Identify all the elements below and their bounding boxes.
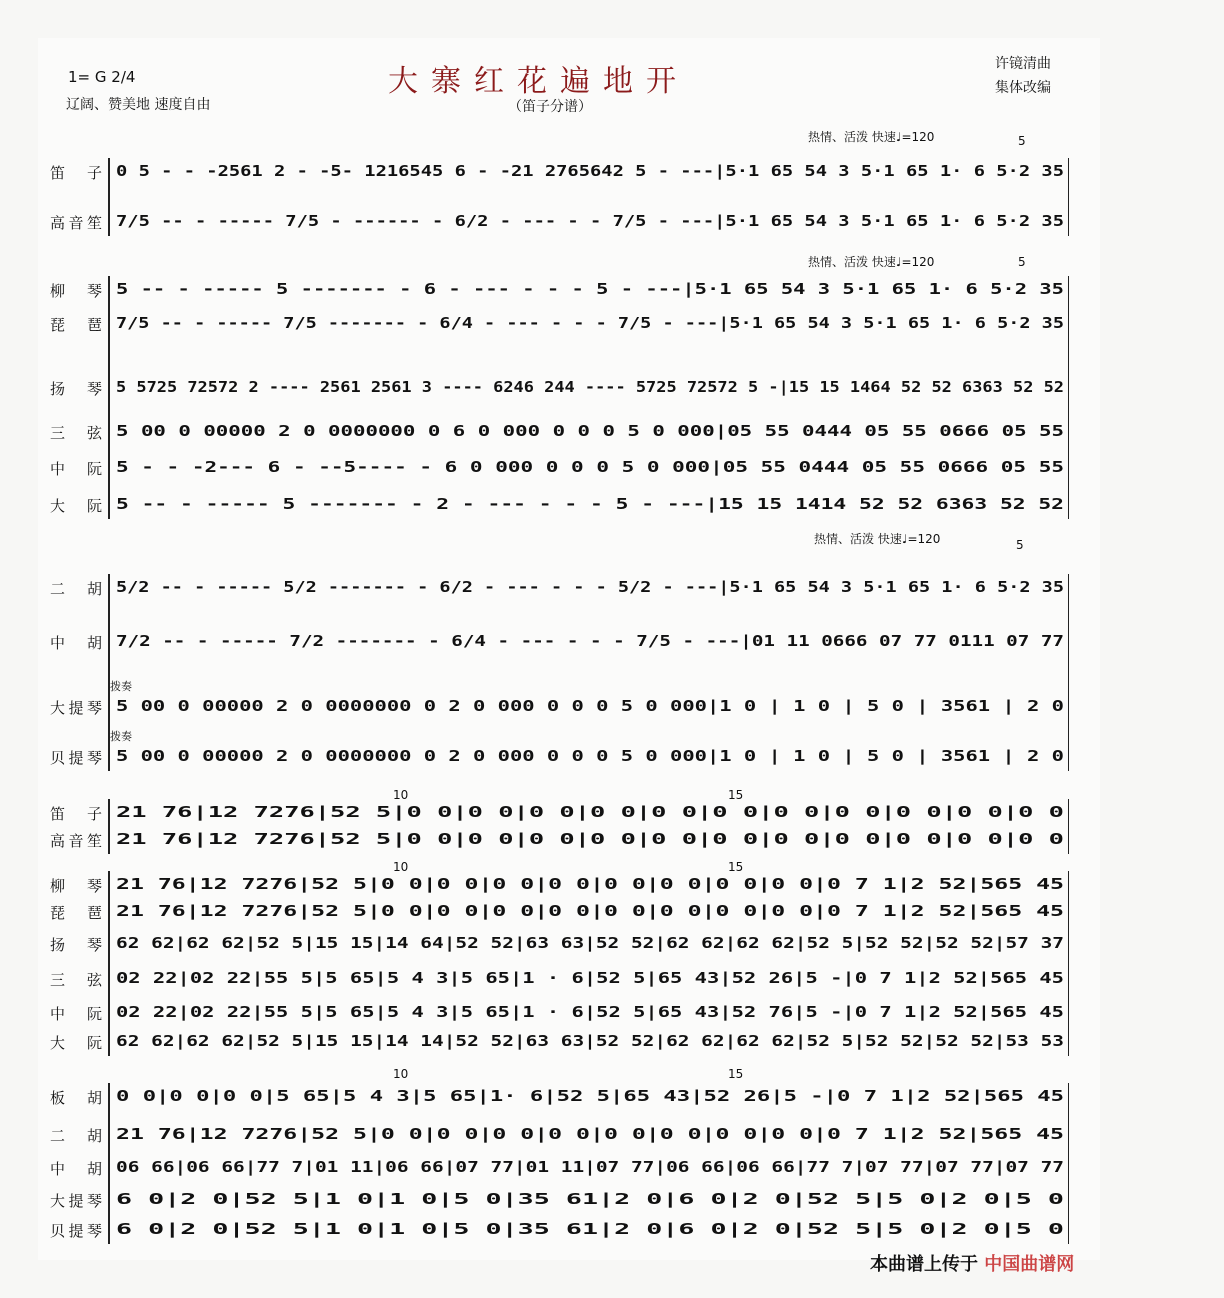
watermark-text: 本曲谱上传于	[870, 1254, 978, 1275]
instrument-label: 琵 琶	[50, 904, 102, 922]
measure-number: 5	[1016, 538, 1024, 552]
tempo-marking: 热情、活泼 快速♩=120	[814, 532, 941, 546]
instrument-label: 三 弦	[50, 424, 102, 442]
system-brace	[108, 574, 114, 771]
watermark-brand: 中国曲谱网	[984, 1254, 1075, 1275]
instrument-label: 笛 子	[50, 805, 102, 823]
arranger: 集体改编	[995, 80, 1051, 96]
notation-line: 62 62|62 62|52 5|15 15|14 14|52 52|63 63|52 52|62 62|62 62|52 5|52 52|52 52|53 53	[116, 1032, 1064, 1050]
pizzicato-marking: 拨奏	[110, 680, 132, 693]
notation-line: 5 00 0 00000 2 0 0000000 0 2 0 000 0 0 0 5 0 000|1 0 | 1 0 | 5 0 | 3561 | 2 0	[116, 747, 1064, 765]
notation-line: 7/5 -- - ----- 7/5 ------- - 6/4 - --- - - - 7/5 - ---|5·1 65 54 3 5·1 65 1· 6 5·2 35	[116, 314, 1064, 332]
notation-line: 02 22|02 22|55 5|5 65|5 4 3|5 65|1 · 6|52 5|65 43|52 76|5 -|0 7 1|2 52|565 45	[116, 1003, 1064, 1021]
notation-line: 5 -- - ----- 5 ------- - 6 - --- - - - 5 - ---|5·1 65 54 3 5·1 65 1· 6 5·2 35	[116, 280, 1064, 298]
notation-line: 21 76|12 7276|52 5|0 0|0 0|0 0|0 0|0 0|0 0|0 0|0 0|0 7 1|2 52|565 45	[116, 1125, 1064, 1143]
instrument-label: 中 阮	[50, 460, 102, 478]
final-barline	[1068, 799, 1069, 854]
notation-line: 62 62|62 62|52 5|15 15|14 64|52 52|63 63|52 52|62 62|62 62|52 5|52 52|52 52|57 37	[116, 934, 1064, 952]
instrument-label: 扬 琴	[50, 380, 102, 398]
measure-number: 10	[393, 1067, 409, 1081]
system-brace	[108, 871, 114, 1056]
instrument-label: 琵 琶	[50, 316, 102, 334]
measure-number: 5	[1018, 255, 1026, 269]
watermark	[870, 1252, 1075, 1275]
final-barline	[1068, 1083, 1069, 1244]
instrument-label: 柳 琴	[50, 282, 102, 300]
notation-line: 5 5725 72572 2 ---- 2561 2561 3 ---- 6246 244 ---- 5725 72572 5 -|15 15 1464 52 52 6363 52 52	[116, 378, 1064, 396]
notation-line: 6 0|2 0|52 5|1 0|1 0|5 0|35 61|2 0|6 0|2 0|52 5|5 0|2 0|5 0	[116, 1220, 1064, 1238]
instrument-label: 板 胡	[50, 1089, 102, 1107]
notation-line: 21 76|12 7276|52 5|0 0|0 0|0 0|0 0|0 0|0 0|0 0|0 0|0 7 1|2 52|565 45	[116, 902, 1064, 920]
instrument-label: 贝提琴	[50, 1222, 102, 1240]
final-barline	[1068, 871, 1069, 1056]
notation-line: 5 00 0 00000 2 0 0000000 0 6 0 000 0 0 0 5 0 000|05 55 0444 05 55 0666 05 55	[116, 422, 1064, 440]
key-signature: 1= G 2/4	[68, 68, 136, 86]
notation-line: 02 22|02 22|55 5|5 65|5 4 3|5 65|1 · 6|52 5|65 43|52 26|5 -|0 7 1|2 52|565 45	[116, 969, 1064, 987]
tempo-marking: 热情、活泼 快速♩=120	[808, 255, 935, 269]
system-brace	[108, 799, 114, 854]
system-brace	[108, 1083, 114, 1244]
instrument-label: 笛 子	[50, 164, 102, 182]
system-brace	[108, 158, 114, 236]
notation-line: 5 - - -2--- 6 - --5---- - 6 0 000 0 0 0 5 0 000|05 55 0444 05 55 0666 05 55	[116, 458, 1064, 476]
notation-line: 7/5 -- - ----- 7/5 - ------ - 6/2 - --- - - 7/5 - ---|5·1 65 54 3 5·1 65 1· 6 5·2 35	[116, 212, 1064, 230]
final-barline	[1068, 158, 1069, 236]
instrument-label: 中 胡	[50, 634, 102, 652]
system-brace	[108, 276, 114, 519]
tempo-marking: 热情、活泼 快速♩=120	[808, 130, 935, 144]
measure-number: 15	[728, 860, 744, 874]
final-barline	[1068, 574, 1069, 771]
instrument-label: 高音笙	[50, 832, 102, 850]
instrument-label: 大提琴	[50, 699, 102, 717]
measure-number: 5	[1018, 134, 1026, 148]
notation-line: 5 00 0 00000 2 0 0000000 0 2 0 000 0 0 0 5 0 000|1 0 | 1 0 | 5 0 | 3561 | 2 0	[116, 697, 1064, 715]
instrument-label: 贝提琴	[50, 749, 102, 767]
notation-line: 21 76|12 7276|52 5|0 0|0 0|0 0|0 0|0 0|0 0|0 0|0 0|0 0|0 0|0 0	[116, 830, 1064, 848]
notation-line: 21 76|12 7276|52 5|0 0|0 0|0 0|0 0|0 0|0 0|0 0|0 0|0 0|0 0|0 0	[116, 803, 1064, 821]
instrument-label: 三 弦	[50, 971, 102, 989]
instrument-label: 柳 琴	[50, 877, 102, 895]
notation-line: 5 -- - ----- 5 ------- - 2 - --- - - - 5 - ---|15 15 1414 52 52 6363 52 52	[116, 495, 1064, 513]
notation-line: 7/2 -- - ----- 7/2 ------- - 6/4 - --- - - - 7/5 - ---|01 11 0666 07 77 0111 07 77	[116, 632, 1064, 650]
instrument-label: 大 阮	[50, 497, 102, 515]
credits	[995, 52, 1051, 100]
instrument-label: 扬 琴	[50, 936, 102, 954]
instrument-label: 二 胡	[50, 1127, 102, 1145]
measure-number: 10	[393, 860, 409, 874]
measure-number: 10	[393, 788, 409, 802]
instrument-label: 大 阮	[50, 1034, 102, 1052]
notation-line: 0 5 - - -2561 2 - -5- 1216545 6 - -21 2765642 5 - ---|5·1 65 54 3 5·1 65 1· 6 5·2 35	[116, 162, 1064, 180]
notation-line: 21 76|12 7276|52 5|0 0|0 0|0 0|0 0|0 0|0 0|0 0|0 0|0 7 1|2 52|565 45	[116, 875, 1064, 893]
instrument-label: 高音笙	[50, 214, 102, 232]
instrument-label: 二 胡	[50, 580, 102, 598]
measure-number: 15	[728, 1067, 744, 1081]
instrument-label: 大提琴	[50, 1192, 102, 1210]
notation-line: 06 66|06 66|77 7|01 11|06 66|07 77|01 11|07 77|06 66|06 66|77 7|07 77|07 77|07 77	[116, 1158, 1064, 1176]
expression-marking: 辽阔、赞美地 速度自由	[66, 97, 211, 113]
notation-line: 5/2 -- - ----- 5/2 ------- - 6/2 - --- - - - 5/2 - ---|5·1 65 54 3 5·1 65 1· 6 5·2 35	[116, 578, 1064, 596]
score-title: 大寨红花遍地开	[388, 64, 689, 99]
final-barline	[1068, 276, 1069, 519]
instrument-label: 中 阮	[50, 1005, 102, 1023]
measure-number: 15	[728, 788, 744, 802]
instrument-label: 中 胡	[50, 1160, 102, 1178]
score-subtitle: （笛子分谱）	[508, 99, 592, 115]
notation-line: 6 0|2 0|52 5|1 0|1 0|5 0|35 61|2 0|6 0|2 0|52 5|5 0|2 0|5 0	[116, 1190, 1064, 1208]
composer: 许镜清曲	[995, 56, 1051, 72]
pizzicato-marking: 拨奏	[110, 730, 132, 743]
notation-line: 0 0|0 0|0 0|5 65|5 4 3|5 65|1· 6|52 5|65 43|52 26|5 -|0 7 1|2 52|565 45	[116, 1087, 1064, 1105]
